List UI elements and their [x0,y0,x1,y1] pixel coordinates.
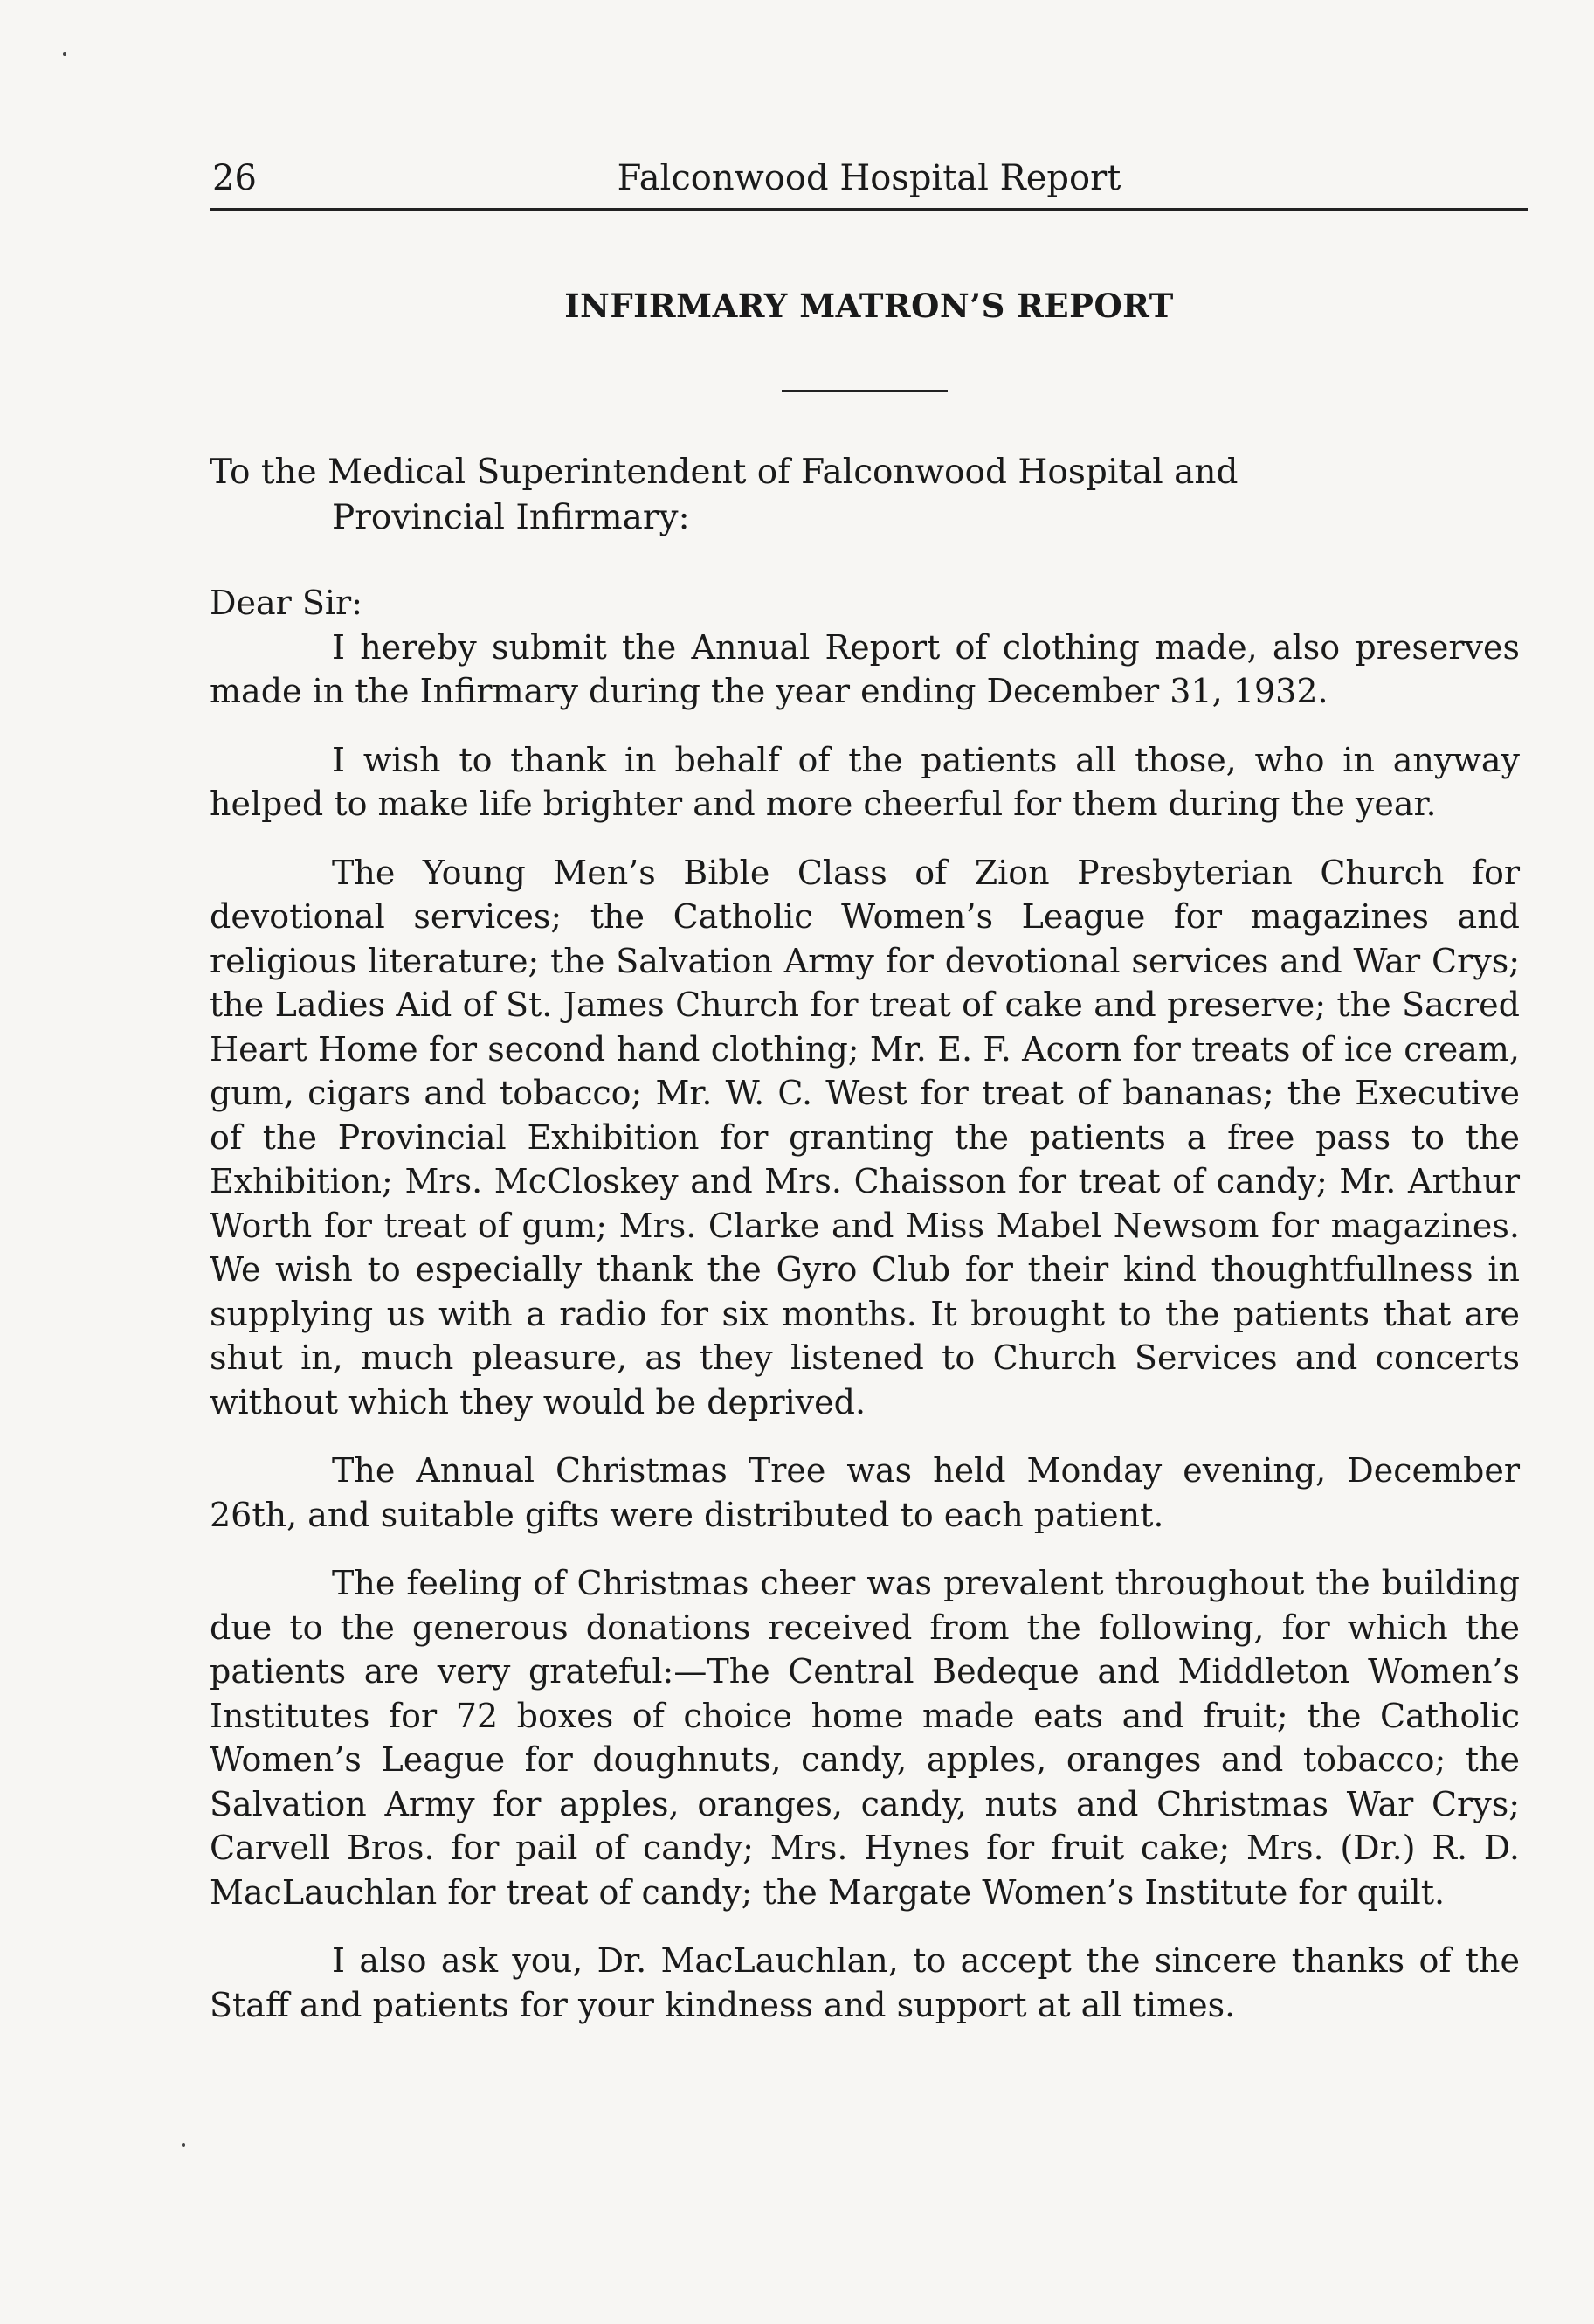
address-block [210,450,1528,541]
page-number: 26 [212,158,257,198]
report-title: INFIRMARY MATRON’S REPORT [564,287,1174,325]
paragraph-closing: I also ask you, Dr. MacLauchlan, to accept the sincere thanks of the Staff and patients for your kindness and support at all times. [210,1941,1520,2024]
paper-speck [182,2143,185,2147]
paragraph-submission: I hereby submit the Annual Report of clothing made, also preserves made in the Infirmary during the year ending December 31, 1932. [210,627,1520,710]
paragraph-christmas-donations: The feeling of Christmas cheer was prevalent throughout the building due to the generous donations received from the following, for which the patients are very grateful:—The Central Bedeque and Middleton Women’s Institutes for 72 boxes of choice home made eats and fruit; the Catholic Women’s League for doughnuts, candy, apples, oranges and tobacco; the Salvation Army for apples, oranges, candy, nuts and Christmas War Crys; Carvell Bros. for pail of candy; Mrs. Hynes for fruit cake; Mrs. (Dr.) R. D. MacLauchlan for treat of candy; the Margate Women’s Institute for quilt. [210,1564,1520,1912]
paragraph-donors: The Young Men’s Bible Class of Zion Presbyterian Church for devotional services; the Catholic Women’s League for magazines and religious literature; the Salvation Army for devotional services and War Crys; the Ladies Aid of St. James Church for treat of cake and preserve; the Sacred Heart Home for second hand clothing; Mr. E. F. Acorn for treats of ice cream, gum, cigars and tobacco; Mr. W. C. West for treat of bananas; the Executive of the Provincial Exhibition for granting the patients a free pass to the Exhibition; Mrs. McCloskey and Mrs. Chaisson for treat of candy; Mr. Arthur Worth for treat of gum; Mrs. Clarke and Miss Mabel Newsom for magazines. We wish to especially thank the Gyro Club for their kind thoughtfullness in supplying us with a radio for six months. It brought to the patients that are shut in, much pleasure, as they listened to Church Services and concerts without which they would be deprived. [210,853,1520,1421]
paragraph-thanks: I wish to thank in behalf of the patients all those, who in anyway helped to make life brighter and more cheerful for them during the year. [210,740,1520,823]
letter-body [210,581,1520,2051]
page-header [210,156,1528,211]
address-line-2: Provincial Infirmary: [332,498,690,537]
running-title: Falconwood Hospital Report [617,158,1121,198]
salutation: Dear Sir: [210,584,363,622]
paragraph-christmas-tree: The Annual Christmas Tree was held Monday evening, December 26th, and suitable gifts were distributed to each patient. [210,1451,1520,1534]
address-line-1: To the Medical Superintendent of Falconwood Hospital and [210,453,1239,492]
title-rule [782,390,948,392]
paper-speck [63,52,66,56]
